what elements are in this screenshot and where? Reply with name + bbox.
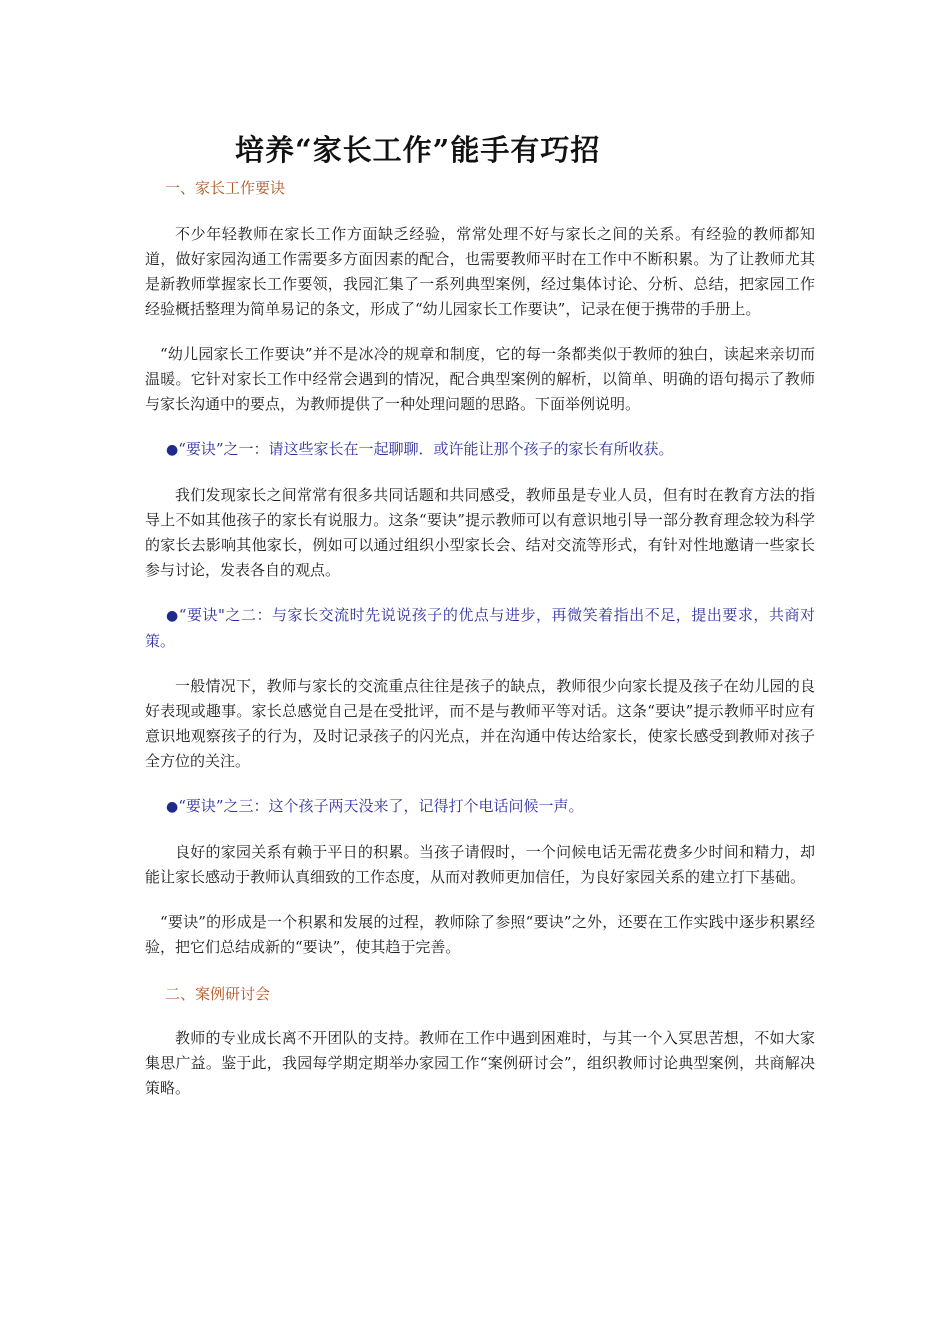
body-paragraph-2: 一般情况下，教师与家长的交流重点往往是孩子的缺点，教师很少向家长提及孩子在幼儿园的良好表现或趣事。家长总感觉自己是在受批评，而不是与教师平等对话。这条“要诀”提示教师平时应有意识地观察孩子的行为，及时记录孩子的闪光点，并在沟通中传达给家长，使家长感受到教师对孩子全方位的关注。 xyxy=(145,677,815,770)
key-point-2 xyxy=(145,603,815,654)
body-paragraph-5: 教师的专业成长离不开团队的支持。教师在工作中遇到困难时，与其一个入冥思苦想，不如大家集思广益。鉴于此，我园每学期定期举办家园工作“案例研讨会”，组织教师讨论典型案例，共商解决策略。 xyxy=(145,1029,815,1097)
bullet-icon: ● xyxy=(166,608,179,624)
document-title: 培养“家长工作”能手有巧招 xyxy=(235,133,601,167)
bullet-icon: ● xyxy=(166,799,179,815)
document-page xyxy=(145,128,815,1101)
body-paragraph-4: “要诀”的形成是一个积累和发展的过程，教师除了参照“要诀”之外，还要在工作实践中逐步积累经验，把它们总结成新的“要诀”，使其趋于完善。 xyxy=(145,913,815,956)
section-heading-parent-work-tips: 一、家长工作要诀 xyxy=(165,179,286,197)
key-point-3 xyxy=(145,794,815,820)
bullet-icon: ● xyxy=(166,442,179,458)
body-paragraph-3: 良好的家园关系有赖于平日的积累。当孩子请假时，一个问候电话无需花费多少时间和精力，却能让家长感动于教师认真细致的工作态度，从而对教师更加信任，为良好家园关系的建立打下基础。 xyxy=(145,843,815,886)
intro-paragraph-1: 不少年轻教师在家长工作方面缺乏经验，常常处理不好与家长之间的关系。有经验的教师都知道，做好家园沟通工作需要多方面因素的配合，也需要教师平时在工作中不断积累。为了让教师尤其是新教师掌握家长工作要领，我园汇集了一系列典型案例，经过集体讨论、分析、总结，把家园工作经验概括整理为简单易记的条文，形成了“幼儿园家长工作要诀”，记录在便于携带的手册上。 xyxy=(145,225,815,318)
key-point-1 xyxy=(145,437,815,463)
key-point-3-text: “要诀”之三：这个孩子两天没来了，记得打个电话问候一声。 xyxy=(178,797,584,815)
body-paragraph-1: 我们发现家长之间常常有很多共同话题和共同感受，教师虽是专业人员，但有时在教育方法的指导上不如其他孩子的家长有说服力。这条“要诀”提示教师可以有意识地引导一部分教育理念较为科学的家长去影响其他家长，例如可以通过组织小型家长会、结对交流等形式，有针对性地邀请一些家长参与讨论，发表各自的观点。 xyxy=(145,486,815,579)
intro-paragraph-2: “幼儿园家长工作要诀”并不是冰冷的规章和制度，它的每一条都类似于教师的独白，读起来亲切而温暖。它针对家长工作中经常会遇到的情况，配合典型案例的解析，以简单、明确的语句揭示了教师与家长沟通中的要点，为教师提供了一种处理问题的思路。下面举例说明。 xyxy=(145,345,815,413)
key-point-1-text: “要诀”之一：请这些家长在一起聊聊．或许能让那个孩子的家长有所收获。 xyxy=(178,440,674,458)
key-point-2-text: “要诀"之二：与家长交流时先说说孩子的优点与进步，再微笑着指出不足，提出要求，共商对策。 xyxy=(145,606,815,650)
section-heading-case-seminar: 二、案例研讨会 xyxy=(165,985,271,1003)
